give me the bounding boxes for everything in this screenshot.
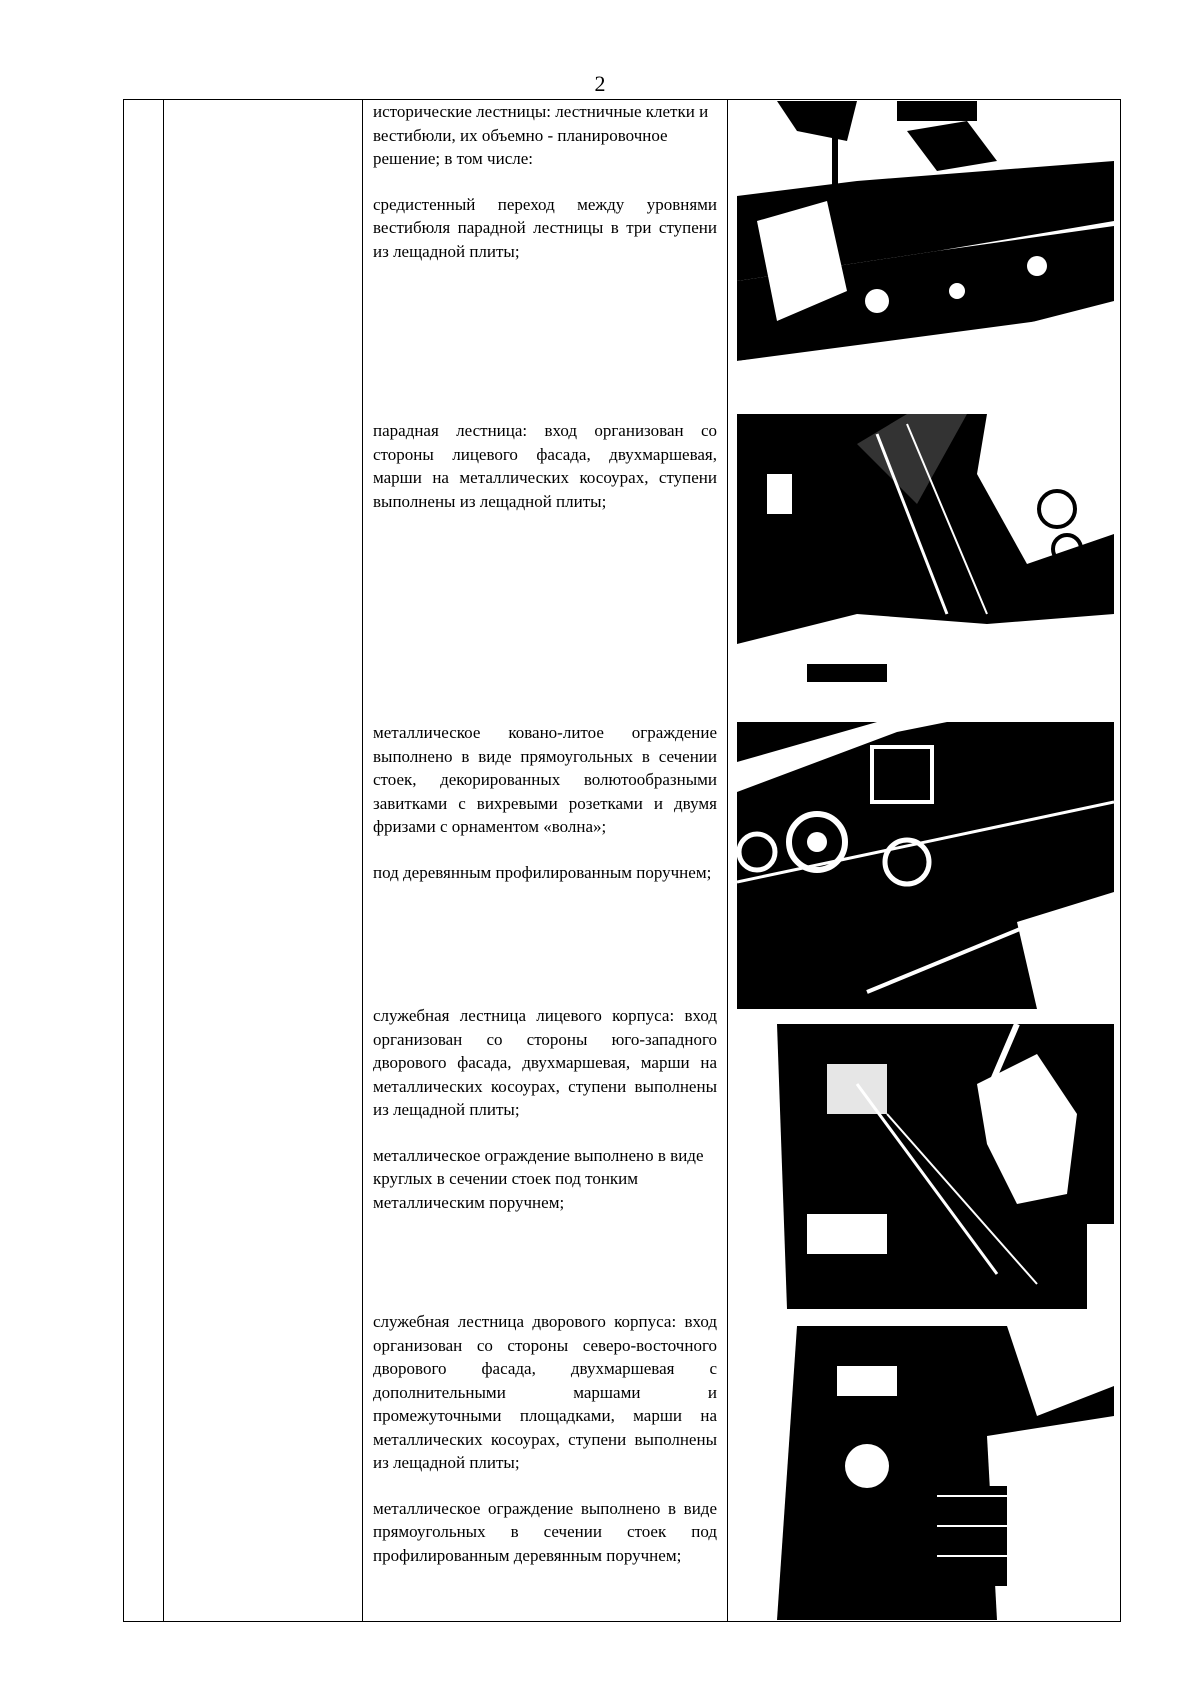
paragraph: металлическое ограждение выполнено в виде круглых в сечении стоек под тонким металлическим поручнем; xyxy=(373,1145,704,1212)
paragraph: металлическое ковано-литое ограждение выполнено в виде прямоугольных в сечении стоек, декорированных волютообразными завитками с вихревыми розетками и двумя фризами с орнаментом «волна»; xyxy=(373,723,717,836)
text-block-service-stairs-front xyxy=(373,1004,717,1214)
column-divider-1 xyxy=(163,99,164,1622)
service-staircase-front-photo xyxy=(737,1024,1114,1309)
paragraph: под деревянным профилированным поручнем; xyxy=(373,862,712,882)
text-block-main-staircase xyxy=(373,419,717,513)
text-block-service-stairs-yard xyxy=(373,1310,717,1567)
main-staircase-photo xyxy=(737,414,1114,700)
column-divider-3 xyxy=(727,99,728,1622)
page-number: 2 xyxy=(594,71,606,96)
paragraph: средистенный переход между уровнями вестибюля парадной лестницы в три ступени из лещадной плиты; xyxy=(373,194,717,261)
paragraph: исторические лестницы: лестничные клетки и вестибюли, их объемно - планировочное решение; в том числе: xyxy=(373,102,709,168)
service-staircase-yard-photo xyxy=(737,1326,1114,1620)
paragraph: служебная лестница лицевого корпуса: вход организован со стороны юго-западного дворового фасада, двухмаршевая, марши на металлических косоурах, ступени выполнены из лещадной плиты; xyxy=(373,1006,717,1119)
column-divider-2 xyxy=(362,99,363,1622)
vestibule-steps-photo xyxy=(737,101,1114,386)
paragraph: парадная лестница: вход организован со стороны лицевого фасада, двухмаршевая, марши на металлических косоурах, ступени выполнены из лещадной плиты; xyxy=(373,421,717,511)
paragraph: металлическое ограждение выполнено в виде прямоугольных в сечении стоек под профилированным деревянным поручнем; xyxy=(373,1498,717,1565)
paragraph: служебная лестница дворового корпуса: вход организован со стороны северо-восточного дворового фасада, двухмаршевая с дополнительными маршами и промежуточными площадками, марши на металлических косоурах, ступени выполнены из лещадной плиты; xyxy=(373,1312,717,1472)
text-block-historic-stairs xyxy=(373,100,717,263)
wrought-iron-railing-photo xyxy=(737,722,1114,1009)
text-block-railing xyxy=(373,721,717,884)
